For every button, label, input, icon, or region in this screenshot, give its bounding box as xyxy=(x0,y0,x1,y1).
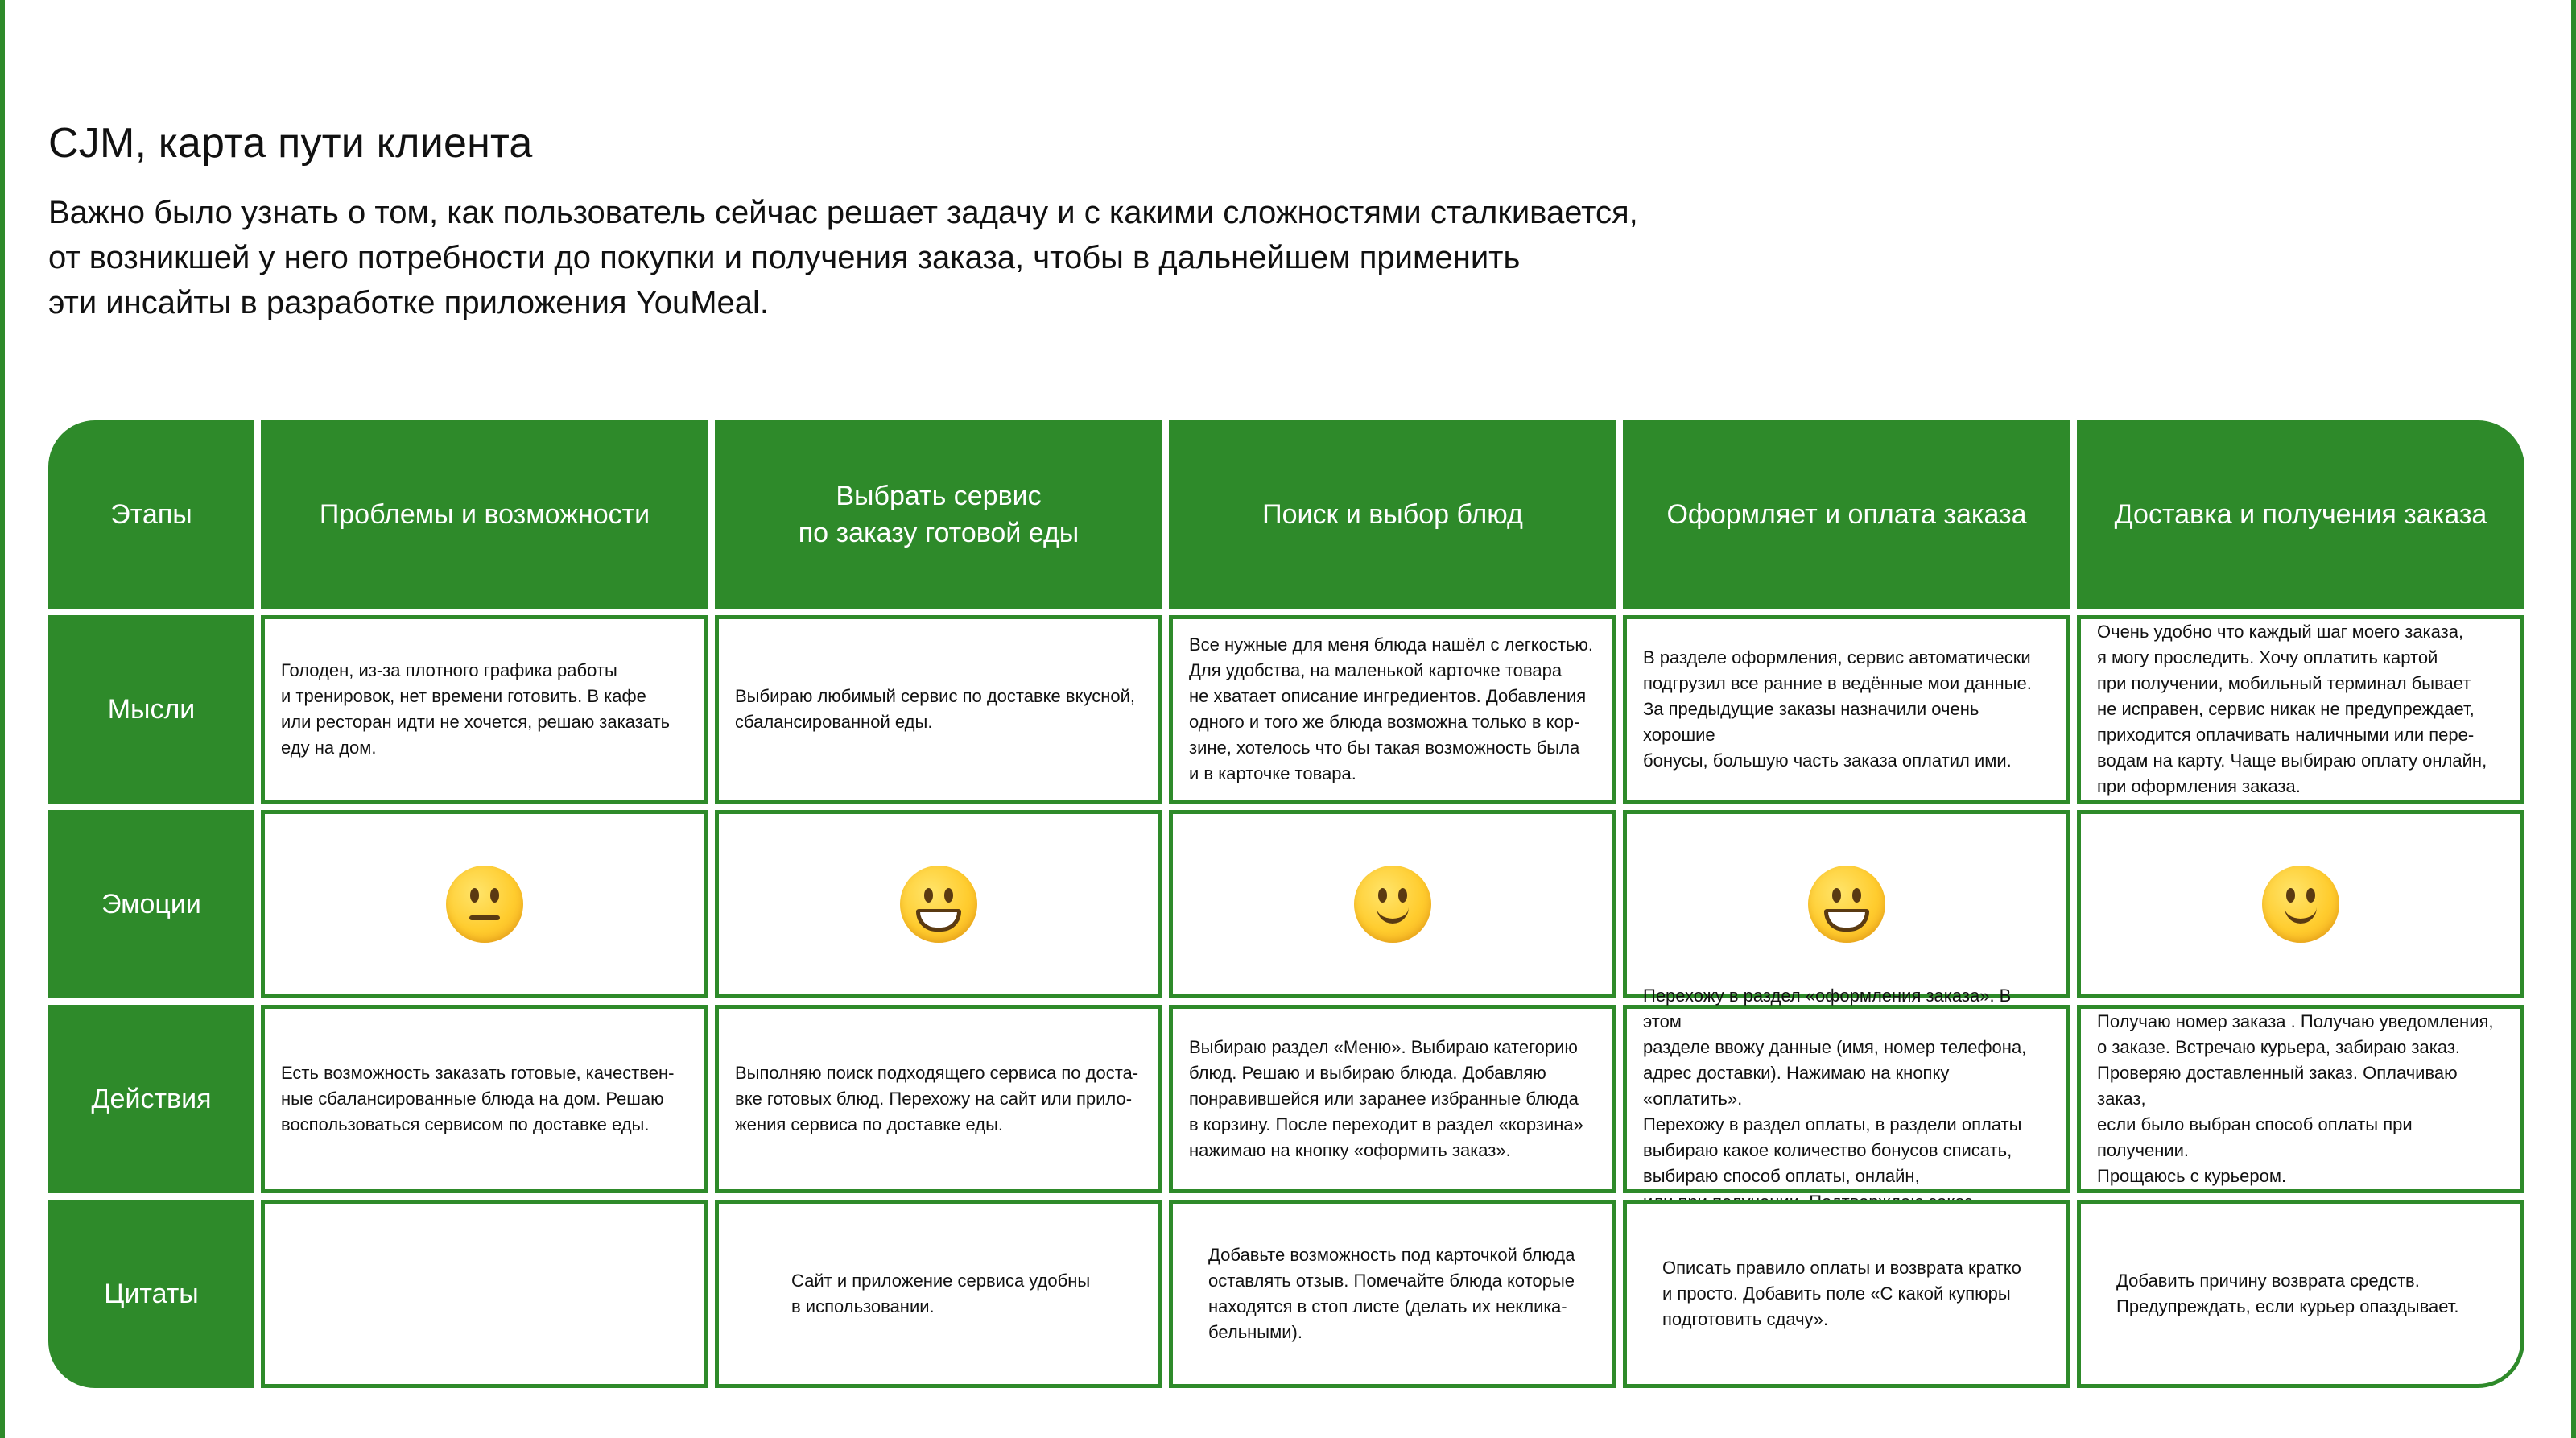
quote-cell xyxy=(1169,1200,1616,1388)
slightly-smiling-face-icon xyxy=(1354,866,1431,943)
thought-cell xyxy=(2077,615,2524,804)
thought-cell xyxy=(261,615,708,804)
thought-text: Все нужные для меня блюда нашёл с легкостью. Для удобства, на маленькой карточке товара не хватает описание ингредиентов. Добавления одного и того же блюда возможна только в кор- зине, хотелось что бы такая возможность была и в карточке товара. xyxy=(1189,634,1594,783)
quote-text: Сайт и приложение сервиса удобны в использовании. xyxy=(791,1271,1091,1316)
row-label-actions: Действия xyxy=(48,1005,254,1193)
action-text: Выполняю поиск подходящего сервиса по доста- вке готовых блюд. Перехожу на сайт или прило- жения сервиса по доставке еды. xyxy=(735,1063,1139,1134)
quote-cell xyxy=(261,1200,708,1388)
quote-cell xyxy=(2077,1200,2524,1388)
grinning-face-icon xyxy=(1808,866,1885,943)
emotion-cell xyxy=(1169,810,1616,998)
thought-cell xyxy=(715,615,1162,804)
row-label-emotions: Эмоции xyxy=(48,810,254,998)
thought-text: Очень удобно что каждый шаг моего заказа, я могу проследить. Хочу оплатить картой при получении, мобильный терминал бывает не исправен, сервис никак не предупреждает, приходится оплачивать наличными или пере- водам на карту. Чаще выбираю оплату онлайн, при оформления заказа. xyxy=(2097,622,2487,796)
right-frame-line xyxy=(2571,0,2576,1438)
cjm-table xyxy=(48,420,2526,1386)
row-label-quotes: Цитаты xyxy=(48,1200,254,1388)
row-label-stages: Этапы xyxy=(48,420,254,609)
action-cell xyxy=(261,1005,708,1193)
quote-cell xyxy=(1623,1200,2070,1388)
intro-line: эти инсайты в разработке приложения YouMeal. xyxy=(48,285,770,320)
intro-paragraph xyxy=(48,190,1638,325)
action-cell xyxy=(1623,986,2070,1193)
thought-text: Выбираю любимый сервис по доставке вкусной, сбалансированной еды. xyxy=(735,686,1135,732)
emotion-cell xyxy=(2077,810,2524,998)
quote-cell xyxy=(715,1200,1162,1388)
action-text: Перехожу в раздел «оформления заказа». В этом разделе ввожу данные (имя, номер телефона, адрес доставки). Нажимаю на кнопку «оплатить». Перехожу в раздел оплаты, в раздели оплаты выбираю какое количество бонусов списать, выбираю способ оплаты, онлайн, xyxy=(1643,986,2027,1186)
stage-header: Поиск и выбор блюд xyxy=(1169,420,1616,609)
emotion-cell xyxy=(715,810,1162,998)
thought-text: В разделе оформления, сервис автоматически подгрузил все ранние в ведённые мои данные. За предыдущие заказы назначили очень хорошие бонусы, большую часть заказа оплатил ими. xyxy=(1643,647,2032,771)
emotion-cell xyxy=(261,810,708,998)
neutral-face-icon xyxy=(446,866,523,943)
slightly-smiling-face-icon xyxy=(2262,866,2339,943)
quote-text: Описать правило оплаты и возврата кратко и просто. Добавить поле «С какой купюры подготовить сдачу». xyxy=(1662,1258,2021,1329)
grinning-face-icon xyxy=(900,866,977,943)
stage-header: Доставка и получения заказа xyxy=(2077,420,2524,609)
quote-text: Добавить причину возврата средств. Предупреждать, если курьер опаздывает. xyxy=(2116,1271,2459,1316)
action-cell xyxy=(2077,1005,2524,1193)
intro-line: от возникшей у него потребности до покупки и получения заказа, чтобы в дальнейшем применить xyxy=(48,240,1521,275)
action-cell xyxy=(715,1005,1162,1193)
stage-header xyxy=(715,420,1162,609)
action-text: Есть возможность заказать готовые, качествен- ные сбалансированные блюда на дом. Решаю воспользоваться сервисом по доставке еды. xyxy=(281,1063,675,1134)
stage-header: Проблемы и возможности xyxy=(261,420,708,609)
action-cell xyxy=(1169,1005,1616,1193)
row-label-thoughts: Мысли xyxy=(48,615,254,804)
left-frame-line xyxy=(0,0,5,1438)
thought-text: Голоден, из-за плотного графика работы и тренировок, нет времени готовить. В кафе или ресторан идти не хочется, решаю заказать еду на дом. xyxy=(281,660,671,758)
action-text: Выбираю раздел «Меню». Выбираю категорию блюд. Решаю и выбираю блюда. Добавляю понравившейся или заранее избранные блюда в корзину. После переходит в раздел «корзина» нажимаю на кнопку «оформить заказ». xyxy=(1189,1037,1583,1160)
stage-header-text: Выбрать сервис по заказу готовой еды xyxy=(798,481,1080,548)
page-title: CJM, карта пути клиента xyxy=(48,120,533,167)
action-text: Получаю номер заказа . Получаю уведомления, о заказе. Встречаю курьера, забираю заказ. Проверяю доставленный заказ. Оплачиваю заказ, если было выбран способ оплаты при получении. Прощаюсь с курьером. xyxy=(2097,1011,2494,1186)
emotion-cell xyxy=(1623,810,2070,998)
thought-cell xyxy=(1623,615,2070,804)
stage-header: Оформляет и оплата заказа xyxy=(1623,420,2070,609)
intro-line: Важно было узнать о том, как пользователь сейчас решает задачу и с какими сложностями сталкивается, xyxy=(48,195,1638,230)
thought-cell xyxy=(1169,615,1616,804)
quote-text: Добавьте возможность под карточкой блюда оставлять отзыв. Помечайте блюда которые находятся в стоп листе (делать их некликa- бельными). xyxy=(1208,1245,1575,1342)
